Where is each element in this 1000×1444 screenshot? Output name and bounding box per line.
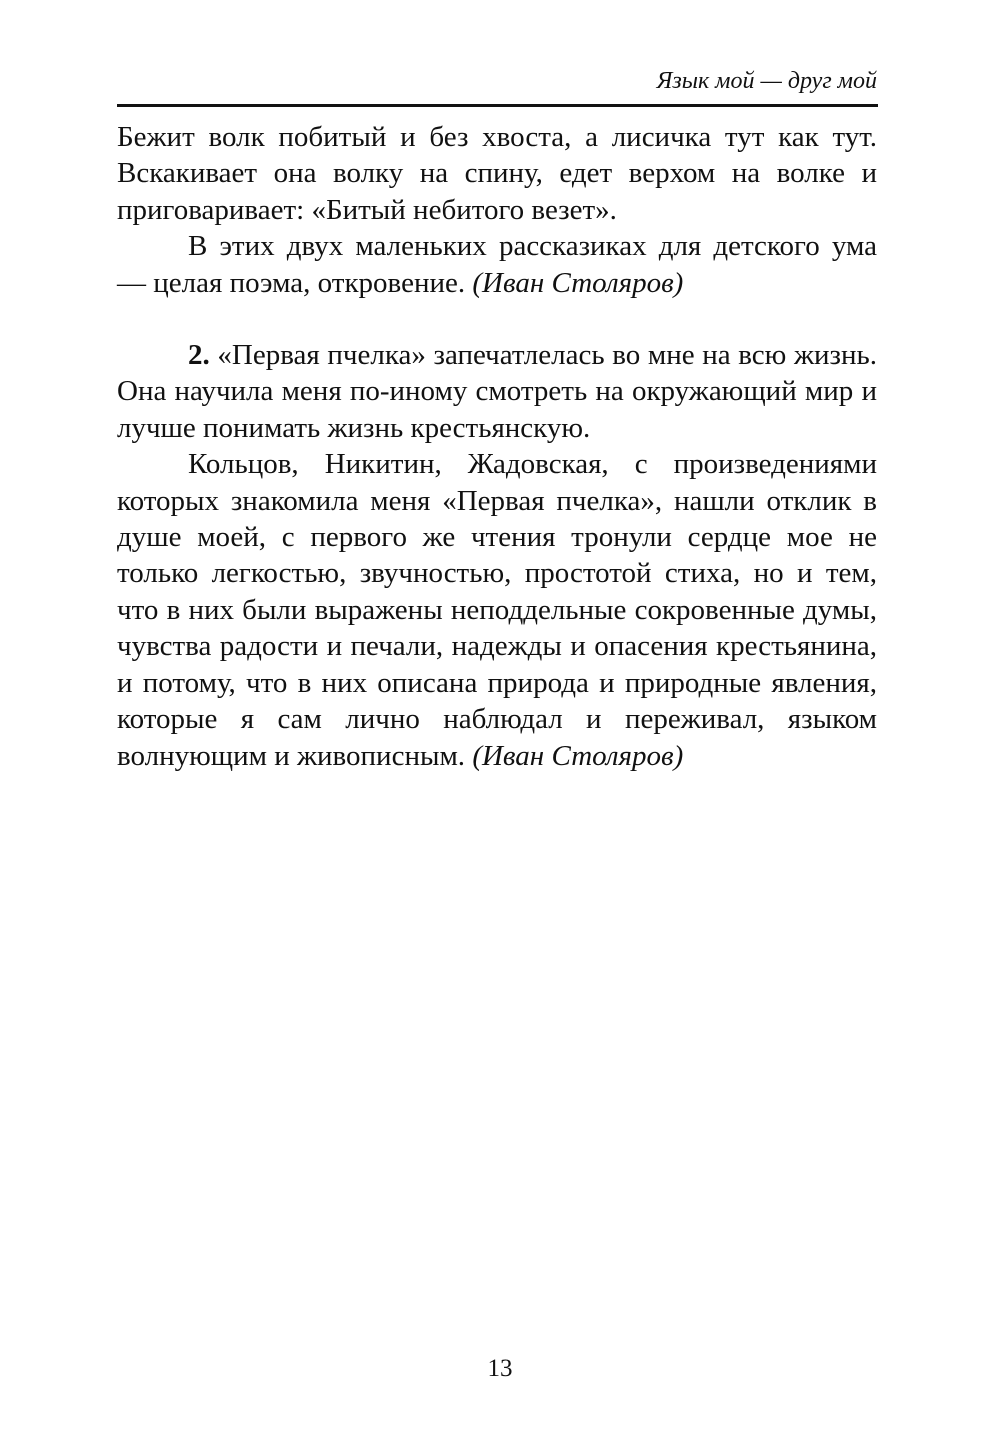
paragraph-4 xyxy=(117,446,877,774)
paragraph-2 xyxy=(117,228,877,301)
paragraph-3-text: «Первая пчелка» запечатлелась во мне на всю жизнь. Она научила меня по-иному смотреть на окружающий мир и лучше понимать жизнь крестьянскую. xyxy=(117,339,877,444)
paragraph-2-text: В этих двух маленьких рассказиках для детского ума — целая поэма, откровение. xyxy=(117,230,877,299)
page-number: 13 xyxy=(487,1355,513,1382)
paragraph-3 xyxy=(117,337,877,446)
section-number: 2. xyxy=(188,339,210,372)
header-rule xyxy=(117,104,878,107)
running-head: Язык мой — друг мой xyxy=(656,68,877,94)
author-attribution: (Иван Столяров) xyxy=(472,266,684,299)
paragraph-1: Бежит волк побитый и без хвоста, а лисичка тут как тут. Вскакивает она волку на спину, едет верхом на волке и приговаривает: «Битый небитого везет». xyxy=(117,121,877,226)
body-text xyxy=(117,119,877,774)
paragraph-4-text: Кольцов, Никитин, Жадовская, с произведениями которых знакомила меня «Первая пчелка», нашли отклик в душе моей, с первого же чтения тронули сердце мое не только легкостью, звучностью, простотой стиха, но и тем, что в них были выражены неподдельные сокровенные думы, чувства радости и печали, надежды и опасения крестьянина, и потому, что в них описана природа и природные явления, которые я сам лично наблюдал и переживал, языком волнующим и живописным. xyxy=(117,448,877,772)
author-attribution: (Иван Столяров) xyxy=(472,739,684,772)
